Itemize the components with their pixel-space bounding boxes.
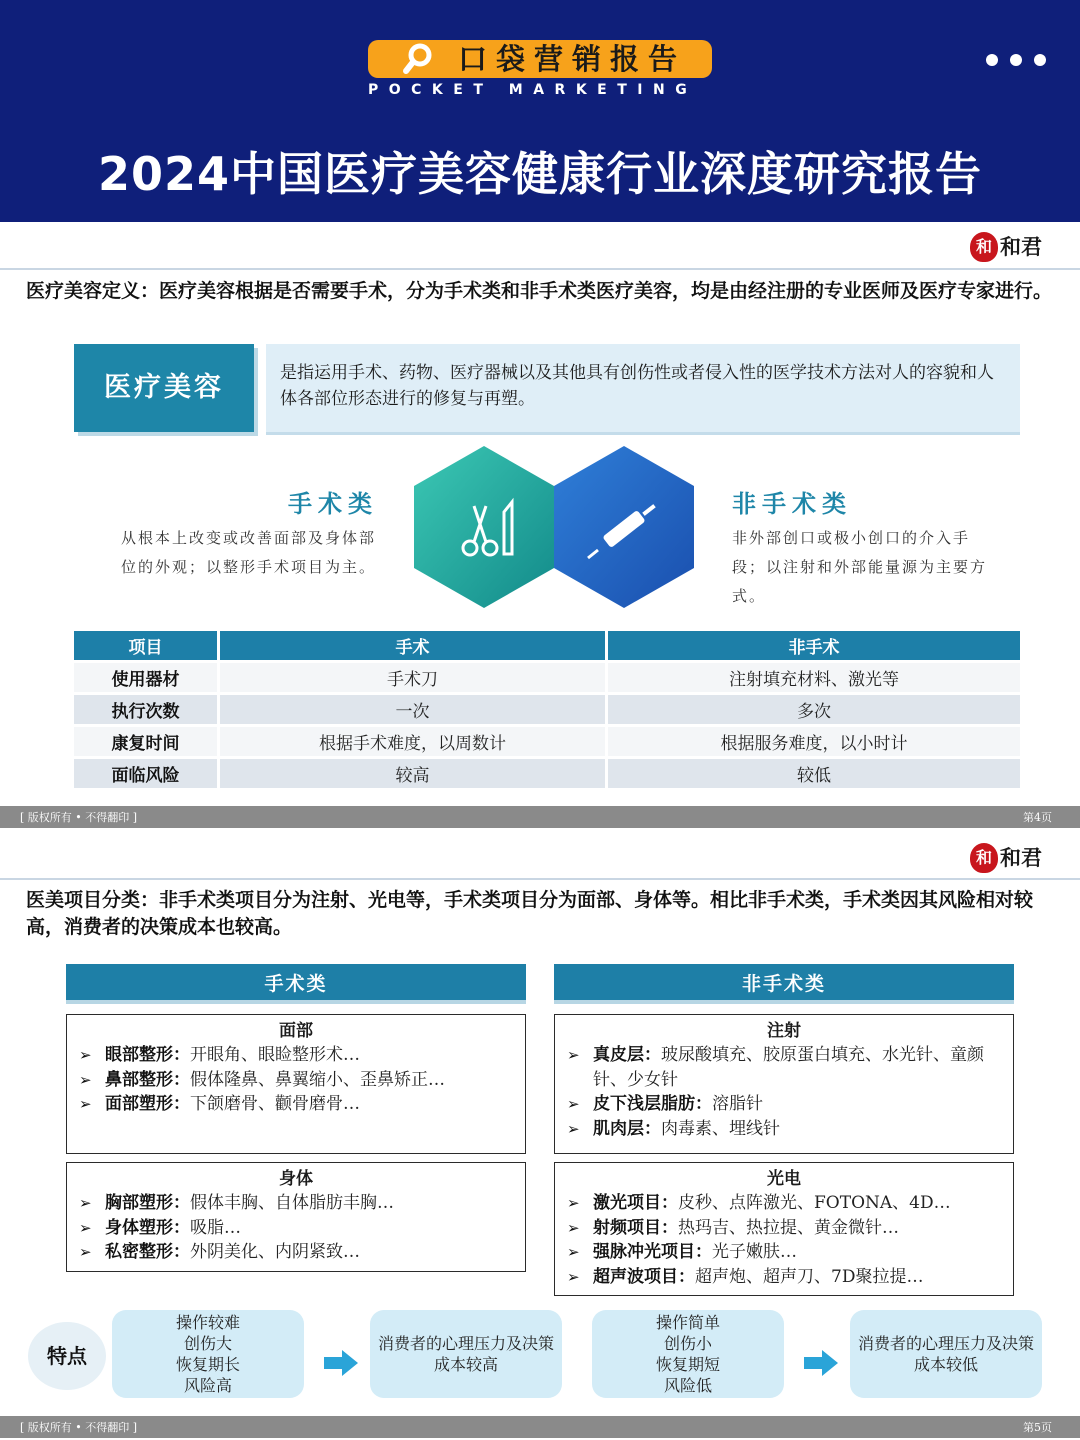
nonsurgical-consumer-impact: 消费者的心理压力及决策成本较低 bbox=[850, 1310, 1042, 1398]
table-cell: 手术刀 bbox=[217, 663, 605, 692]
page-number: 第4页 bbox=[1023, 811, 1052, 824]
arrow-icon: ➢ bbox=[567, 1243, 580, 1261]
logo-name: 和君 bbox=[1000, 235, 1042, 259]
arrow-icon: ➢ bbox=[567, 1267, 580, 1286]
table-row bbox=[74, 727, 1020, 756]
table-header: 手术 bbox=[217, 631, 605, 660]
brand-english: POCKET MARKETING bbox=[368, 82, 698, 98]
definition-text: 是指运用手术、药物、医疗器械以及其他具有创伤性或者侵入性的医学技术方法对人的容貌和人体各部位形态进行的修复与再塑。 bbox=[266, 344, 1020, 432]
surgical-title: 手术类 bbox=[288, 489, 378, 518]
list-item: ➢ 肌肉层：肉毒素、埋线针 bbox=[555, 1117, 1013, 1142]
arrow-icon: ➢ bbox=[79, 1243, 92, 1261]
surgical-traits: 操作较难 创伤大 恢复期长 风险高 bbox=[112, 1310, 304, 1398]
table-cell: 康复时间 bbox=[74, 727, 217, 756]
arrow-icon: ➢ bbox=[79, 1218, 92, 1237]
box-title: 光电 bbox=[767, 1169, 801, 1189]
table-cell: 根据手术难度，以周数计 bbox=[217, 727, 605, 756]
box-title: 面部 bbox=[279, 1021, 313, 1041]
copyright-text: [ 版权所有 • 不得翻印 ] bbox=[20, 1421, 138, 1434]
box-title: 身体 bbox=[279, 1169, 313, 1189]
right-arrow-icon bbox=[804, 1350, 838, 1376]
arrow-icon: ➢ bbox=[567, 1119, 580, 1138]
table-cell: 执行次数 bbox=[74, 695, 217, 724]
more-menu-button[interactable] bbox=[986, 52, 1048, 68]
hejun-logo bbox=[970, 841, 1056, 875]
list-item: ➢ 皮下浅层脂肪：溶脂针 bbox=[555, 1092, 1013, 1117]
list-item: ➢ 胸部塑形：假体丰胸、自体脂肪丰胸… bbox=[67, 1191, 525, 1216]
list-item: ➢ 身体塑形：吸脂… bbox=[67, 1216, 525, 1241]
dot-icon bbox=[1034, 54, 1046, 66]
surgical-consumer-impact: 消费者的心理压力及决策成本较高 bbox=[370, 1310, 562, 1398]
table-cell: 多次 bbox=[605, 695, 1020, 724]
list-item: ➢ 射频项目：热玛吉、热拉提、黄金微针… bbox=[555, 1216, 1013, 1241]
table-row bbox=[74, 663, 1020, 692]
table-header: 项目 bbox=[74, 631, 217, 660]
dot-icon bbox=[986, 54, 998, 66]
surgical-desc: 从根本上改变或改善面部及身体部位的外观；以整形手术项目为主。 bbox=[120, 529, 376, 576]
divider bbox=[0, 268, 1080, 270]
dot-icon bbox=[1010, 54, 1022, 66]
hexagon-graphic bbox=[412, 444, 696, 612]
photoelectric-box bbox=[554, 1162, 1014, 1296]
arrow-icon: ➢ bbox=[567, 1046, 580, 1064]
magnifier-icon bbox=[400, 41, 436, 77]
classification-lead: 医美项目分类：非手术类项目分为注射、光电等，手术类项目分为面部、身体等。相比非手术类，手术类因其风险相对较高，消费者的决策成本也较高。 bbox=[26, 889, 1034, 938]
list-item: ➢ 真皮层：玻尿酸填充、胶原蛋白填充、水光针、童颜针、少女针 bbox=[567, 1045, 984, 1090]
table-row bbox=[74, 759, 1020, 788]
hejun-logo bbox=[970, 230, 1056, 264]
surgical-hexagon bbox=[414, 446, 554, 608]
arrow-icon: ➢ bbox=[79, 1095, 92, 1113]
report-header bbox=[0, 0, 1080, 222]
body-box bbox=[66, 1162, 526, 1272]
injection-box bbox=[554, 1014, 1014, 1154]
table-header: 非手术 bbox=[605, 631, 1020, 660]
definition-label: 医疗美容 bbox=[74, 344, 254, 432]
page-title: 2024中国医疗美容健康行业深度研究报告 bbox=[97, 147, 983, 201]
arrow-icon: ➢ bbox=[79, 1070, 92, 1089]
table-cell: 较高 bbox=[217, 759, 605, 788]
arrow-icon: ➢ bbox=[567, 1194, 580, 1212]
box-title: 注射 bbox=[767, 1021, 801, 1041]
list-item: ➢ 激光项目：皮秒、点阵激光、FOTONA、4D… bbox=[555, 1191, 1013, 1216]
list-item: ➢ 超声波项目：超声炮、超声刀、7D聚拉提… bbox=[555, 1265, 1013, 1290]
arrow-icon: ➢ bbox=[567, 1218, 580, 1237]
right-arrow-icon bbox=[324, 1350, 358, 1376]
table-cell: 注射填充材料、激光等 bbox=[605, 663, 1020, 692]
nonsurgical-column-header: 非手术类 bbox=[554, 964, 1014, 1004]
surgical-column-header: 手术类 bbox=[66, 964, 526, 1004]
page-number: 第5页 bbox=[1023, 1421, 1052, 1434]
list-item: ➢ 眼部整形：开眼角、眼睑整形术… bbox=[67, 1043, 525, 1068]
list-item: ➢ 私密整形：外阴美化、内阴紧致… bbox=[67, 1240, 525, 1265]
list-item: ➢ 面部塑形：下颌磨骨、颧骨磨骨… bbox=[67, 1092, 525, 1117]
arrow-icon: ➢ bbox=[567, 1095, 580, 1113]
divider bbox=[0, 878, 1080, 880]
logo-seal: 和 bbox=[970, 232, 998, 262]
page-footer bbox=[0, 1416, 1080, 1438]
logo-name: 和君 bbox=[1000, 846, 1042, 870]
page-footer bbox=[0, 806, 1080, 828]
table-cell: 较低 bbox=[605, 759, 1020, 788]
face-box bbox=[66, 1014, 526, 1154]
nonsurgical-title: 非手术类 bbox=[732, 489, 852, 518]
nonsurgical-traits: 操作简单 创伤小 恢复期短 风险低 bbox=[592, 1310, 784, 1398]
table-cell: 根据服务难度，以小时计 bbox=[605, 727, 1020, 756]
logo-seal: 和 bbox=[970, 843, 998, 873]
copyright-text: [ 版权所有 • 不得翻印 ] bbox=[20, 811, 138, 824]
comparison-table bbox=[74, 628, 1020, 791]
definition-lead: 医疗美容定义：医疗美容根据是否需要手术，分为手术类和非手术类医疗美容，均是由经注册的专业医师及医疗专家进行。 bbox=[26, 280, 1053, 302]
list-item: ➢ 鼻部整形：假体隆鼻、鼻翼缩小、歪鼻矫正… bbox=[67, 1068, 525, 1093]
table-cell: 一次 bbox=[217, 695, 605, 724]
brand-name: 口袋营销报告 bbox=[458, 42, 687, 76]
arrow-icon: ➢ bbox=[79, 1046, 92, 1064]
list-item: ➢ 强脉冲光项目：光子嫩肤… bbox=[555, 1240, 1013, 1265]
table-row bbox=[74, 695, 1020, 724]
nonsurgical-desc: 非外部创口或极小创口的介入手段；以注射和外部能量源为主要方式。 bbox=[732, 529, 988, 605]
arrow-icon: ➢ bbox=[79, 1194, 92, 1212]
table-cell: 面临风险 bbox=[74, 759, 217, 788]
features-label: 特点 bbox=[28, 1322, 106, 1390]
table-cell: 使用器材 bbox=[74, 663, 217, 692]
